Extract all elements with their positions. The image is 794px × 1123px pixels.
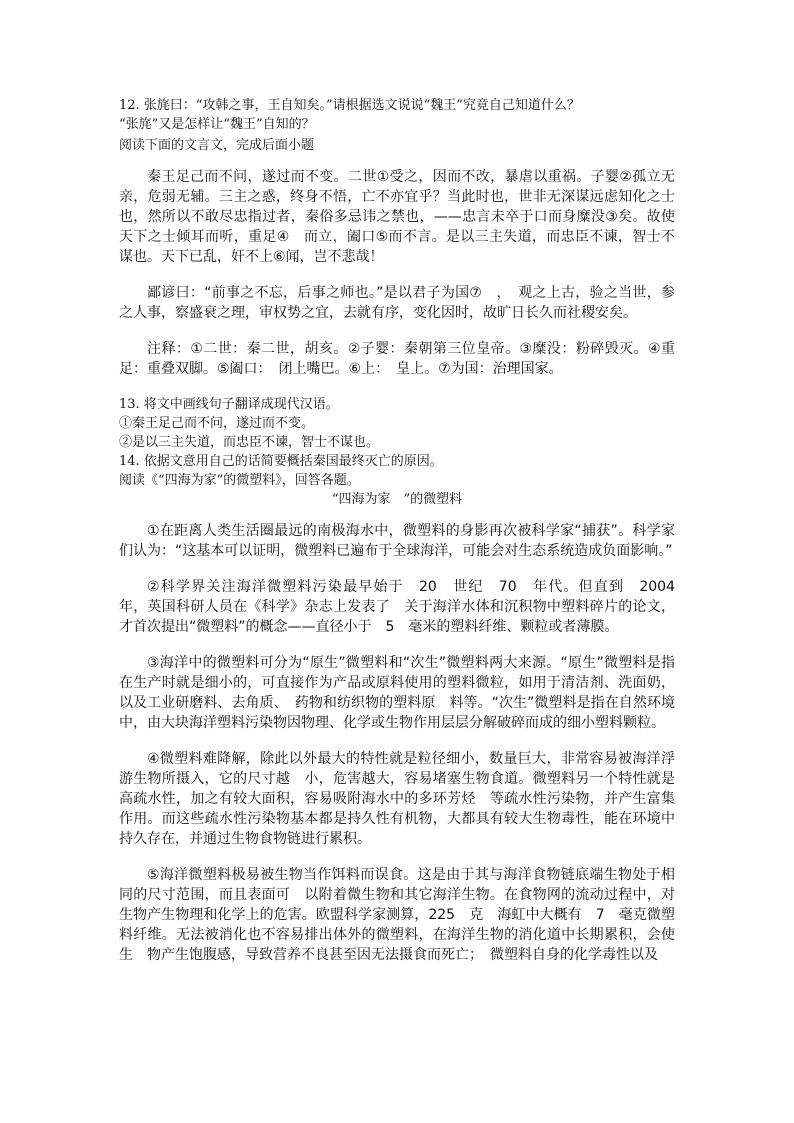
article-paragraph-1: ①在距离人类生活圈最远的南极海水中，微塑料的身影再次被科学家“捕获”。科学家们认为：“这基本可以证明，微塑料已遍布于全球海洋，可能会对生态系统造成负面影响。” xyxy=(119,523,675,559)
question-14: 14. 依据文意用自己的话简要概括秦国最终灭亡的原因。 xyxy=(119,454,443,469)
classical-paragraph-2: 鄙谚曰：“前事之不忘，后事之师也。”是以君子为国⑦ ， 观之上古，验之当世，参之人事，察盛衰之理，审权势之宜，去就有序，变化因时，故旷日长久而社稷安矣。 xyxy=(119,285,675,321)
article-paragraph-3: ③海洋中的微塑料可分为“原生”微塑料和“次生”微塑料两大来源。“原生”微塑料是指在生产时就是细小的，可直接作为产品或原料使用的塑料微粒，如用于清洁剂、洗面奶，以及工业研磨料、去角质、 药物和纺织物的塑料原 料等。“次生”微塑料是指在自然环境中，由大块海洋塑料污染物因物理、化学或生物作用层层分解破碎而成的细小塑料颗粒。 xyxy=(119,655,675,731)
document-page xyxy=(119,96,689,965)
question-12-line-1: 12. 张旄曰：“攻韩之事，王自知矣。”请根据选文说说“魏王”究竟自己知道什么？ xyxy=(119,98,580,113)
classical-paragraph-1: 秦王足己而不问，遂过而不变。二世①受之，因而不改，暴虐以重祸。子婴②孤立无亲，危弱无辅。三主之惑，终身不悟，亡不亦宜乎？当此时也，世非无深谋远虑知化之士也，然所以不敢尽忠指过者，秦俗多忌讳之禁也，——忠言未卒于口而身糜没③矣。故使天下之士倾耳而听，重足④ 而立，阖口⑤而不言。是以三主失道，而忠臣不谏，智士不谋也。天下已乱，奸不上⑥闻，岂不悲哉！ xyxy=(119,169,675,265)
article-paragraph-5: ⑤海洋微塑料极易被生物当作饵料而误食。这是由于其与海洋食物链底端生物处于相同的尺寸范围，而且表面可 以附着微生物和其它海洋生物。在食物网的流动过程中，对生物产生物理和化学上的危害。欧盟科学家测算，225 克 海虹中大概有 7 毫克微塑料纤维。无法被消化也不容易排出体外的微塑料，在海洋生物的消化道中长期累积，会使生 物产生饱腹感，导致营养不良甚至因无法摄食而死亡； 微塑料自身的化学毒性以及 xyxy=(119,867,675,963)
modern-reading-intro: 阅读《“四海为家”的微塑料》，回答各题。 xyxy=(119,473,360,488)
question-12-line-2: “张旄”又是怎样让“魏王”自知的？ xyxy=(119,117,315,132)
question-13-item-1: ①秦王足己而不问，遂过而不变。 xyxy=(119,416,315,431)
classical-reading-intro: 阅读下面的文言文，完成后面小题 xyxy=(119,138,315,153)
article-paragraph-4: ④微塑料难降解，除此以外最大的特性就是粒径细小，数量巨大，非常容易被海洋浮游生物所摄入，它的尺寸越 小，危害越大，容易堵塞生物食道。微塑料另一个特性就是高疏水性，加之有较大面积，容易吸附海水中的多环芳烃 等疏水性污染物，并产生富集作用。而这些疏水性污染物基本都是持久性有机物，大都具有较大生物毒性，能在环境中持久存在，并通过生物食物链进行累积。 xyxy=(119,751,675,847)
article-paragraph-2: ②科学界关注海洋微塑料污染最早始于 20 世纪 70 年代。但直到 2004 年，英国科研人员在《科学》杂志上发表了 关于海洋水体和沉积物中塑料碎片的论文，才首次提出“微塑料”的概念——直径小于 5 毫米的塑料纤维、颗粒或者薄膜。 xyxy=(119,579,689,635)
question-13-title: 13. 将文中画线句子翻译成现代汉语。 xyxy=(119,397,339,412)
article-title: “四海为家 ”的微塑料 xyxy=(331,492,463,507)
classical-notes: 注释：①二世：秦二世，胡亥。②子婴：秦朝第三位皇帝。③糜没：粉碎毁灭。④重足：重叠双脚。⑤阖口： 闭上嘴巴。⑥上： 皇上。⑦为国：治理国家。 xyxy=(119,341,675,377)
question-13-item-2: ②是以三主失道，而忠臣不谏，智士不谋也。 xyxy=(119,435,380,450)
